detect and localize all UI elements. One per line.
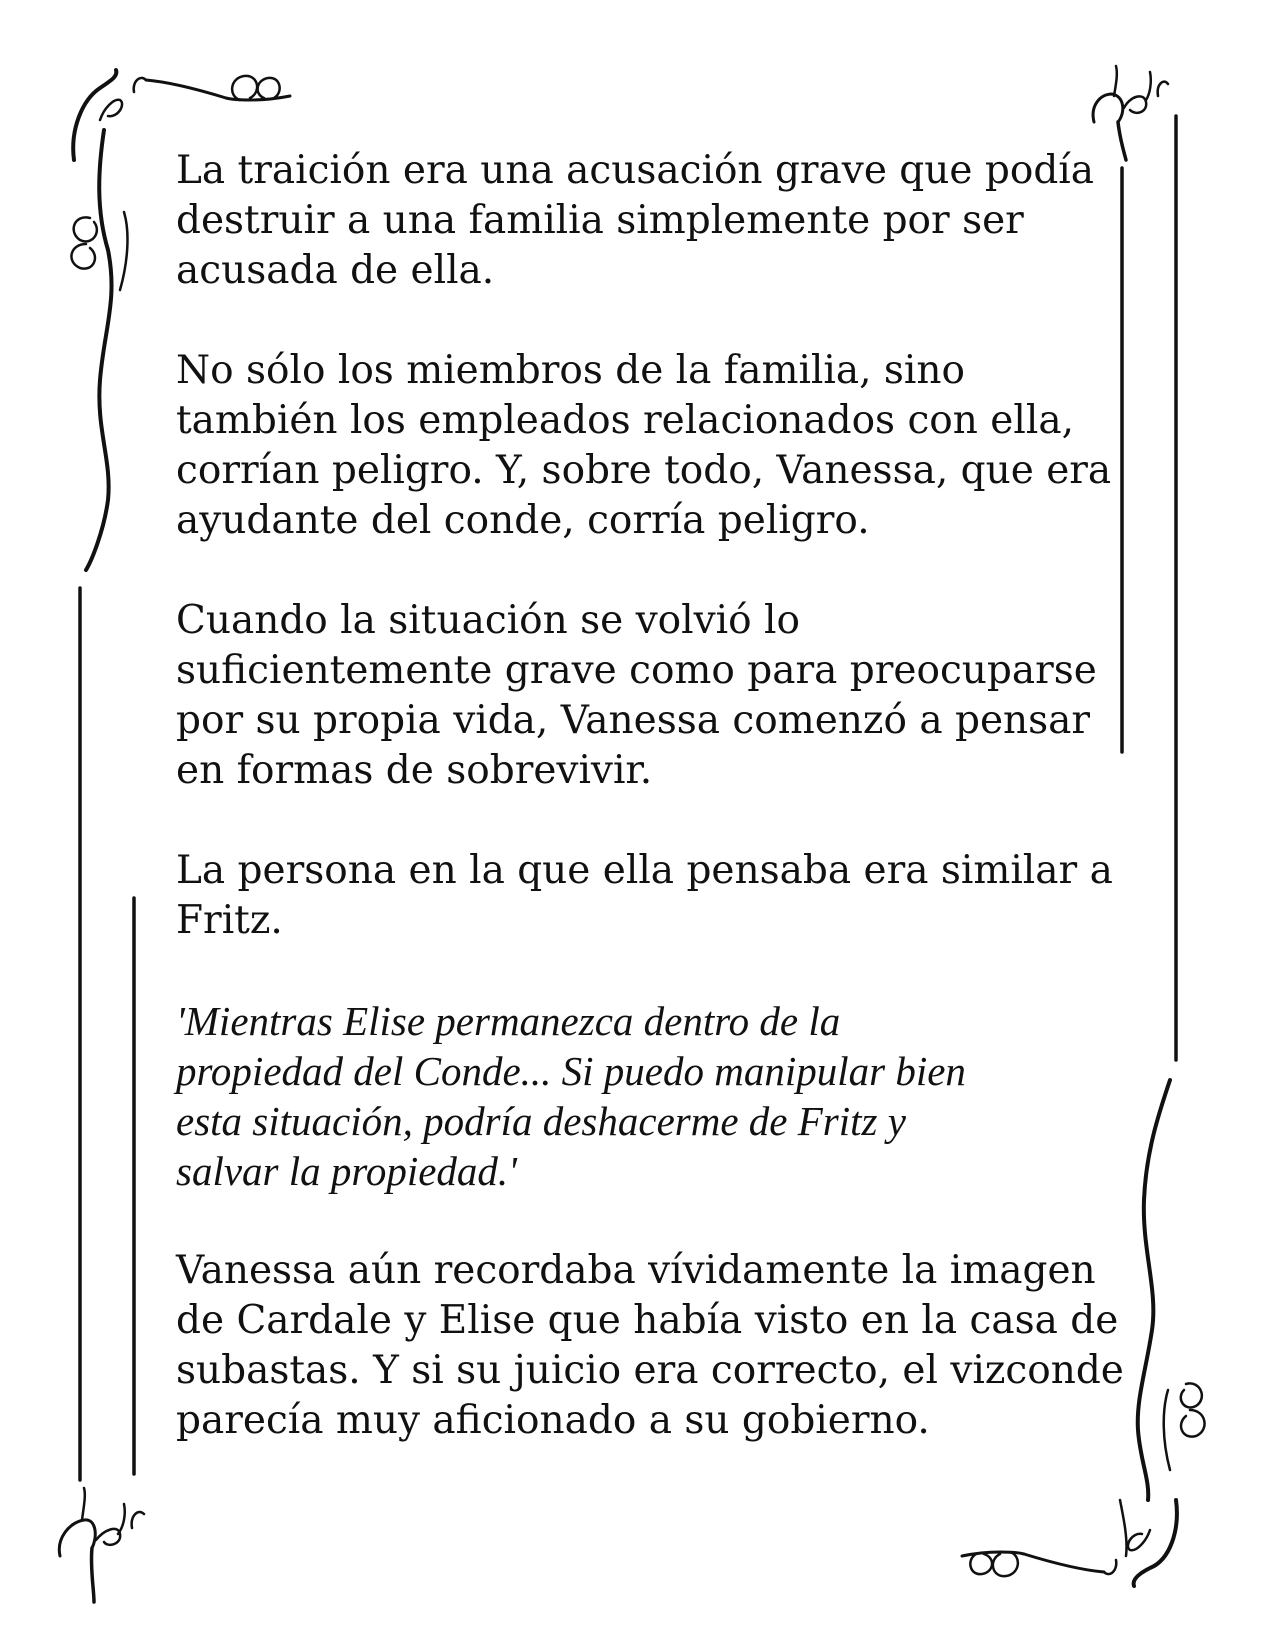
text-line: esta situación, podría deshacerme de Fritz y <box>176 1098 906 1144</box>
text-line: de Cardale y Elise que había visto en la casa de <box>176 1298 1119 1343</box>
text-line: 'Mientras Elise permanezca dentro de la <box>176 998 841 1044</box>
paragraph-2 <box>176 346 1112 546</box>
paragraph-1 <box>176 146 1106 296</box>
text-line: ayudante del conde, corría peligro. <box>176 498 870 543</box>
text-line: Fritz. <box>176 898 283 943</box>
text-line: La persona en la que ella pensaba era similar a <box>176 848 1113 893</box>
text-line: Cuando la situación se volvió lo <box>176 598 800 643</box>
text-line: acusada de ella. <box>176 248 495 293</box>
text-line: corrían peligro. Y, sobre todo, Vanessa, que era <box>176 448 1112 493</box>
text-line: parecía muy aficionado a su gobierno. <box>176 1398 930 1443</box>
text-line: No sólo los miembros de la familia, sino <box>176 348 966 393</box>
document-body <box>176 146 1124 1496</box>
paragraph-4 <box>176 846 1113 946</box>
text-line: salvar la propiedad.' <box>176 1148 517 1194</box>
paragraph-3 <box>176 596 1106 796</box>
text-line: suficientemente grave como para preocuparse <box>176 648 1097 693</box>
text-line: propiedad del Conde... Si puedo manipular bien <box>176 1048 966 1094</box>
paragraph-6 <box>176 1246 1124 1446</box>
text-line: La traición era una acusación grave que podía <box>176 148 1095 193</box>
flourish-bottom-left-icon <box>59 1488 144 1602</box>
text-line: subastas. Y si su juicio era correcto, el vizconde <box>176 1348 1124 1393</box>
text-line: Vanessa aún recordaba vívidamente la imagen <box>176 1248 1096 1293</box>
text-line: destruir a una familia simplemente por ser <box>176 198 1024 243</box>
paragraph-5 <box>176 996 1106 1196</box>
text-line: también los empleados relacionados con ella, <box>176 398 1074 443</box>
text-line: por su propia vida, Vanessa comenzó a pensar <box>176 698 1091 743</box>
text-line: en formas de sobrevivir. <box>176 748 653 793</box>
